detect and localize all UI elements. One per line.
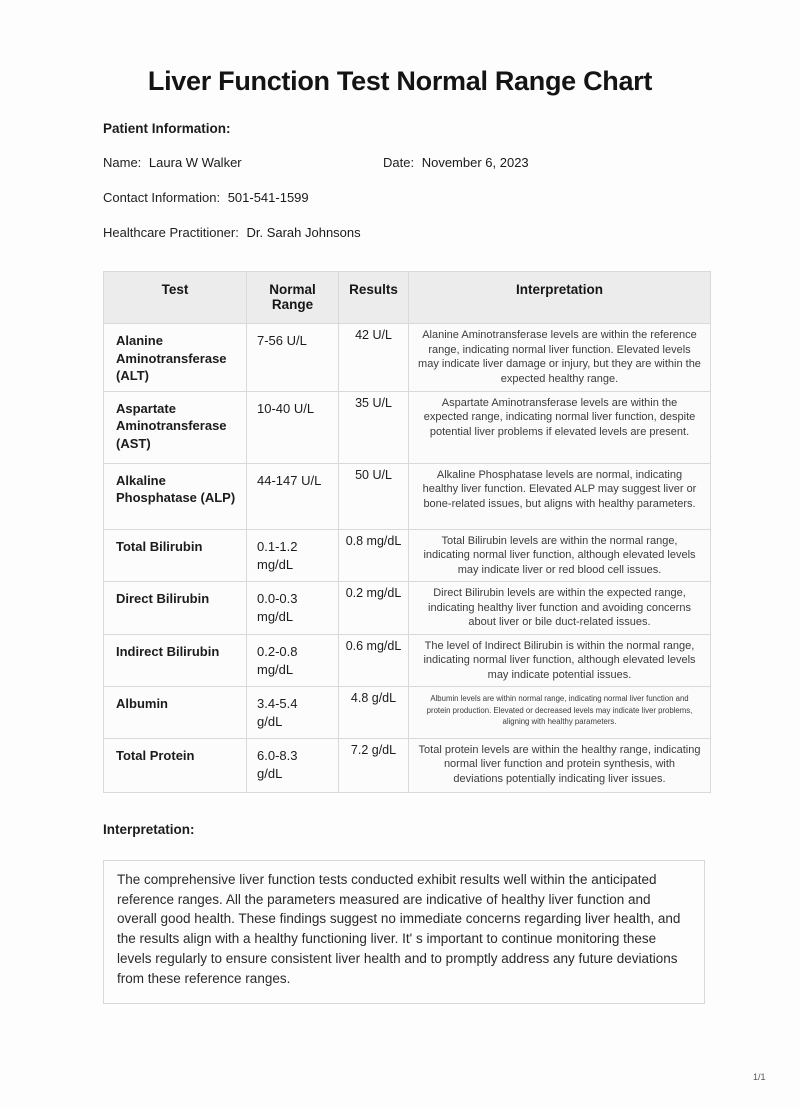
interpretation-text: Alanine Aminotransferase levels are within the reference range, indicating normal liver function. Elevated levels may indicate liver damage or injury, but they are within the expected healthy range. xyxy=(409,324,711,392)
table-row-alp xyxy=(104,463,711,529)
interpretation-text: Aspartate Aminotransferase levels are within the expected range, indicating normal liver function, despite potential liver problems if elevated levels are present. xyxy=(409,391,711,463)
result-value: 4.8 g/dL xyxy=(339,687,409,738)
table-row-total-bilirubin xyxy=(104,529,711,582)
table-row-direct-bilirubin xyxy=(104,582,711,635)
interpretation-box xyxy=(103,860,705,1004)
interpretation-text: The level of Indirect Bilirubin is within the normal range, indicating normal liver function, although elevated levels may indicate potential issues. xyxy=(409,634,711,687)
table-row-albumin xyxy=(104,687,711,738)
lab-results-table xyxy=(103,271,711,793)
patient-info-heading: Patient Information: xyxy=(103,121,231,136)
test-name: Direct Bilirubin xyxy=(104,582,247,635)
practitioner-value: Dr. Sarah Johnsons xyxy=(246,225,361,240)
col-header-results: Results xyxy=(339,272,409,324)
normal-range: 44-147 U/L xyxy=(247,463,339,529)
table-header-row xyxy=(104,272,711,324)
interpretation-paragraph: The comprehensive liver function tests conducted exhibit results well within the anticipated reference ranges. All the parameters measured are indicative of healthy liver function and overall good health. These findings suggest no immediate concerns regarding liver health, and the results align with a healthy functioning liver. It' s important to continue monitoring these levels regularly to ensure consistent liver health and to promptly address any future deviations from these reference ranges. xyxy=(117,871,681,986)
table-row-ast xyxy=(104,391,711,463)
table-row-indirect-bilirubin xyxy=(104,634,711,687)
interpretation-text: Direct Bilirubin levels are within the expected range, indicating healthy liver function and avoiding concerns about liver or bile duct-related issues. xyxy=(409,582,711,635)
name-label: Name: xyxy=(103,155,142,170)
test-name: Total Protein xyxy=(104,738,247,792)
normal-range: 3.4-5.4 g/dL xyxy=(247,687,339,738)
result-value: 0.6 mg/dL xyxy=(339,634,409,687)
col-header-test: Test xyxy=(104,272,247,324)
col-header-normal-range: Normal Range xyxy=(247,272,339,324)
contact-row xyxy=(103,190,710,206)
result-value: 42 U/L xyxy=(339,324,409,392)
normal-range: 7-56 U/L xyxy=(247,324,339,392)
document-body xyxy=(103,121,710,1004)
page-number: 1/1 xyxy=(753,1072,766,1082)
practitioner-row xyxy=(103,225,710,241)
interpretation-text: Alkaline Phosphatase levels are normal, indicating healthy liver function. Elevated ALP may suggest liver or bone-related issues, but aligns with healthy parameters. xyxy=(409,463,711,529)
test-name: Indirect Bilirubin xyxy=(104,634,247,687)
interpretation-text: Albumin levels are within normal range, indicating normal liver function and protein production. Elevated or decreased levels may indicate liver problems, aligning with healthy parameters. xyxy=(409,687,711,738)
contact-field xyxy=(103,190,309,205)
name-value: Laura W Walker xyxy=(148,155,242,170)
interpretation-text: Total protein levels are within the healthy range, indicating normal liver function and protein synthesis, with deviations potentially indicating liver issues. xyxy=(409,738,711,792)
table-row-total-protein xyxy=(104,738,711,792)
test-name: Albumin xyxy=(104,687,247,738)
test-name: Alkaline Phosphatase (ALP) xyxy=(104,463,247,529)
result-value: 7.2 g/dL xyxy=(339,738,409,792)
page-title: Liver Function Test Normal Range Chart xyxy=(147,66,653,96)
date-value: November 6, 2023 xyxy=(421,155,529,170)
contact-label: Contact Information: xyxy=(103,190,221,205)
date-label: Date: xyxy=(383,155,415,170)
interpretation-heading: Interpretation: xyxy=(103,821,195,837)
col-header-interpretation: Interpretation xyxy=(409,272,711,324)
normal-range: 6.0-8.3 g/dL xyxy=(247,738,339,792)
practitioner-label: Healthcare Practitioner: xyxy=(103,225,239,240)
result-value: 35 U/L xyxy=(339,391,409,463)
table-row-alt xyxy=(104,324,711,392)
contact-value: 501-541-1599 xyxy=(227,190,309,205)
normal-range: 0.1-1.2 mg/dL xyxy=(247,529,339,582)
interpretation-text: Total Bilirubin levels are within the normal range, indicating normal liver function, although elevated levels may indicate liver or red blood cell issues. xyxy=(409,529,711,582)
test-name: Total Bilirubin xyxy=(104,529,247,582)
practitioner-field xyxy=(103,225,361,240)
normal-range: 10-40 U/L xyxy=(247,391,339,463)
patient-name-field xyxy=(103,155,242,170)
normal-range: 0.2-0.8 mg/dL xyxy=(247,634,339,687)
result-value: 0.2 mg/dL xyxy=(339,582,409,635)
test-name: Aspartate Aminotransferase (AST) xyxy=(104,391,247,463)
date-field xyxy=(383,155,529,170)
result-value: 50 U/L xyxy=(339,463,409,529)
patient-name-row xyxy=(103,155,710,171)
result-value: 0.8 mg/dL xyxy=(339,529,409,582)
test-name: Alanine Aminotransferase (ALT) xyxy=(104,324,247,392)
normal-range: 0.0-0.3 mg/dL xyxy=(247,582,339,635)
